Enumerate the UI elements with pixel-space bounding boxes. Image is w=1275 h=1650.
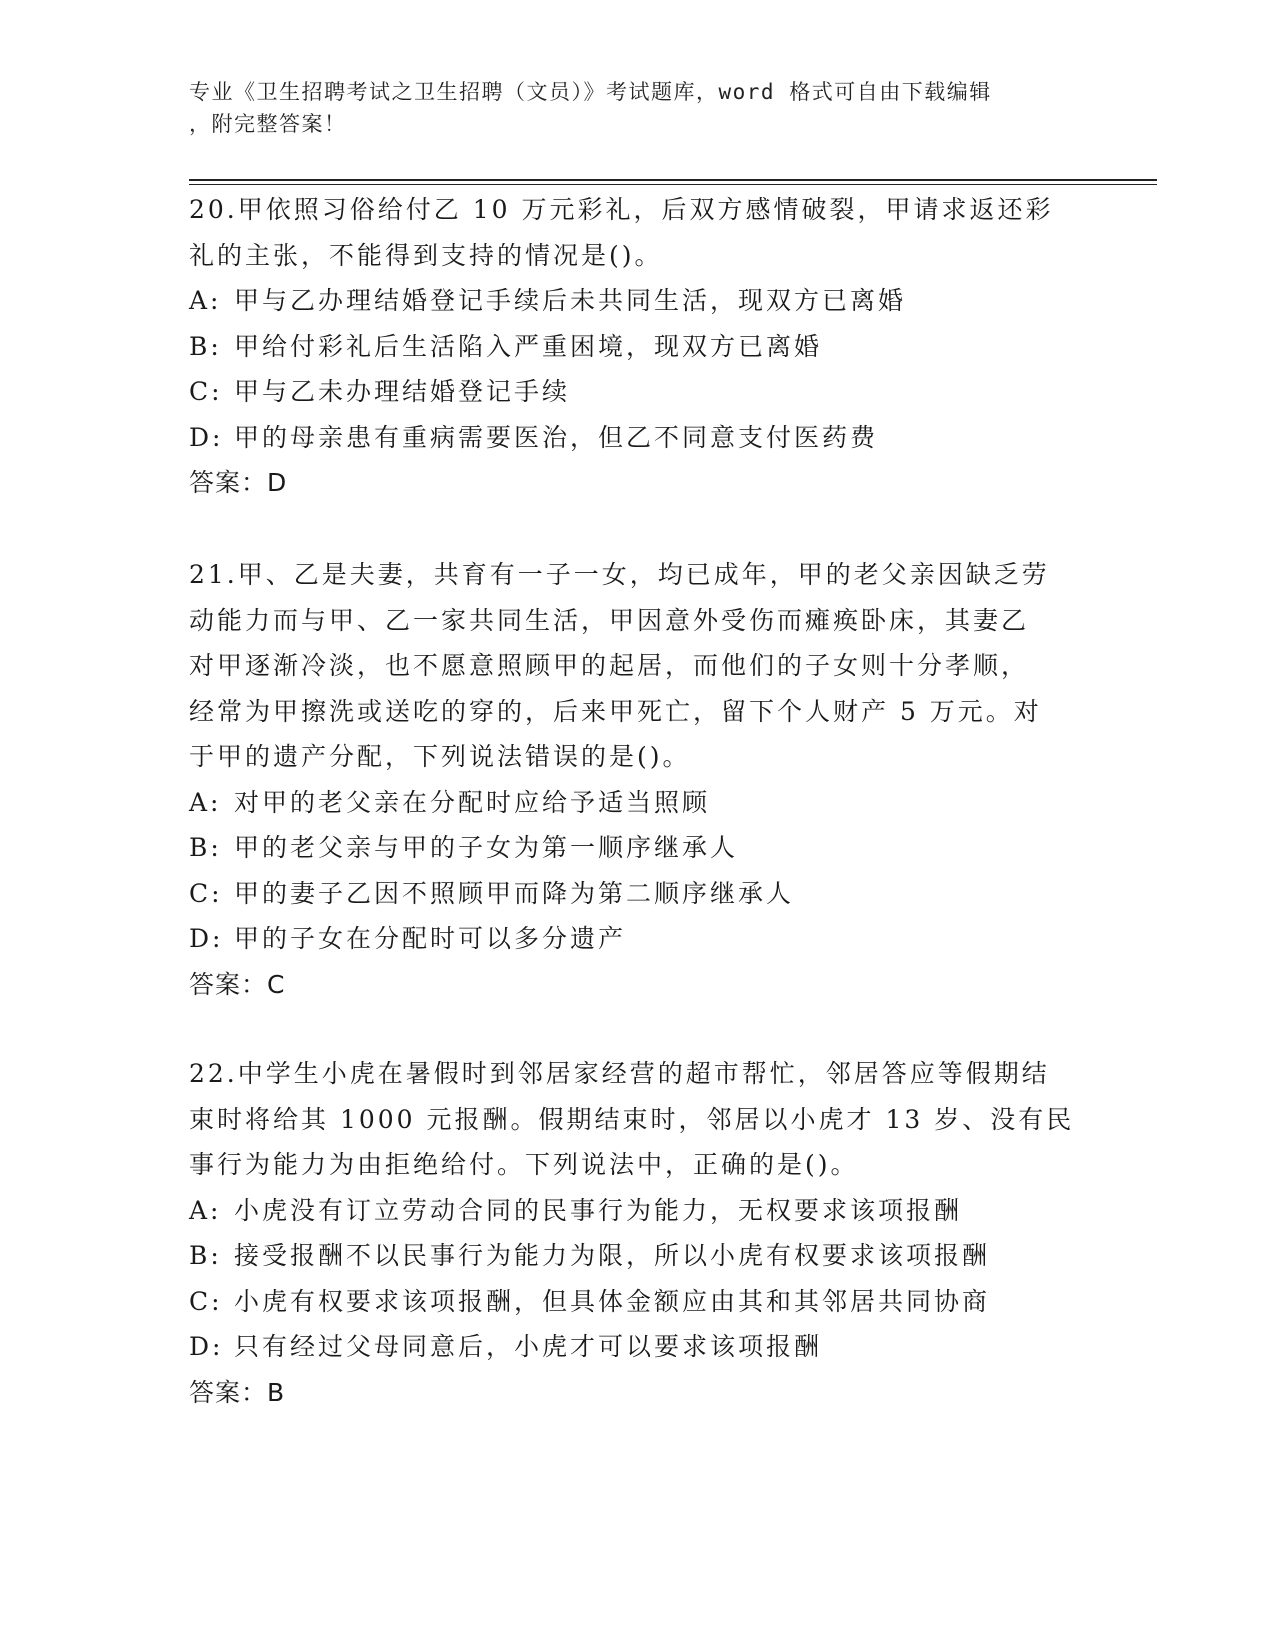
option-key: C:	[189, 1286, 223, 1316]
option-key: D:	[189, 924, 224, 953]
option-text: 甲给付彩礼后生活陷入严重困境，现双方已离婚	[234, 331, 823, 361]
question-21	[189, 552, 1089, 1007]
option-c	[189, 369, 1089, 415]
option-key: B:	[189, 833, 222, 862]
header-title-line-1: 专业《卫生招聘考试之卫生招聘（文员）》考试题库，word 格式可自由下载编辑	[189, 80, 992, 104]
question-stem-line: 22.中学生小虎在暑假时到邻居家经营的超市帮忙，邻居答应等假期结	[189, 1059, 1050, 1088]
question-stem-line: 经常为甲擦洗或送吃的穿的，后来甲死亡，留下个人财产 5 万元。对	[189, 696, 1042, 726]
option-a	[189, 780, 1089, 826]
answer-label: 答案：C	[189, 969, 286, 999]
answer-label: 答案：D	[189, 468, 288, 497]
question-stem-line: 礼的主张，不能得到支持的情况是()。	[189, 240, 663, 270]
option-text: 甲的老父亲与甲的子女为第一顺序继承人	[234, 833, 739, 862]
option-d	[189, 916, 1089, 962]
option-key: C:	[189, 377, 223, 406]
header-title-line-2: ，附完整答案！	[189, 112, 347, 136]
question-stem-line: 事行为能力为由拒绝给付。下列说法中，正确的是()。	[189, 1150, 859, 1179]
option-key: A:	[189, 1195, 222, 1225]
question-stem-line: 动能力而与甲、乙一家共同生活，甲因意外受伤而瘫痪卧床，其妻乙	[189, 605, 1030, 635]
option-text: 甲的母亲患有重病需要医治，但乙不同意支付医药费	[234, 422, 879, 452]
option-key: A:	[189, 286, 222, 315]
option-text: 小虎有权要求该项报酬，但具体金额应由其和其邻居共同协商	[234, 1286, 991, 1316]
option-key: B:	[189, 1241, 222, 1270]
option-key: D:	[189, 422, 224, 452]
option-text: 对甲的老父亲在分配时应给予适当照顾	[234, 787, 711, 817]
option-text: 甲的妻子乙因不照顾甲而降为第二顺序继承人	[234, 878, 795, 908]
question-20	[189, 187, 1089, 506]
option-text: 甲与乙未办理结婚登记手续	[234, 377, 571, 406]
option-b	[189, 324, 1089, 370]
option-a	[189, 278, 1089, 324]
option-a	[189, 1188, 1089, 1234]
option-d	[189, 1324, 1089, 1370]
option-key: C:	[189, 878, 223, 908]
question-stem-line: 束时将给其 1000 元报酬。假期结束时，邻居以小虎才 13 岁、没有民	[189, 1104, 1075, 1134]
document-header	[189, 76, 1069, 140]
option-c	[189, 1279, 1089, 1325]
question-stem-line: 21.甲、乙是夫妻，共育有一子一女，均已成年，甲的老父亲因缺乏劳	[189, 560, 1050, 589]
option-text: 只有经过父母同意后，小虎才可以要求该项报酬	[234, 1332, 823, 1361]
question-stem-line: 于甲的遗产分配，下列说法错误的是()。	[189, 742, 691, 771]
answer-label: 答案：B	[189, 1377, 286, 1407]
option-text: 甲与乙办理结婚登记手续后未共同生活，现双方已离婚	[234, 286, 907, 315]
option-d	[189, 415, 1089, 461]
option-key: B:	[189, 331, 222, 361]
option-c	[189, 871, 1089, 917]
option-key: D:	[189, 1332, 224, 1361]
question-22	[189, 1051, 1089, 1415]
option-text: 小虎没有订立劳动合同的民事行为能力，无权要求该项报酬	[234, 1195, 963, 1225]
header-divider-thick	[189, 179, 1157, 181]
question-stem-line: 对甲逐渐冷淡，也不愿意照顾甲的起居，而他们的子女则十分孝顺，	[189, 651, 1030, 680]
question-stem-line: 20.甲依照习俗给付乙 10 万元彩礼，后双方感情破裂，甲请求返还彩	[189, 195, 1054, 224]
option-b	[189, 825, 1089, 871]
option-text: 接受报酬不以民事行为能力为限，所以小虎有权要求该项报酬	[234, 1241, 991, 1270]
option-key: A:	[189, 787, 222, 817]
option-b	[189, 1233, 1089, 1279]
option-text: 甲的子女在分配时可以多分遗产	[234, 924, 627, 953]
header-divider-thin	[189, 184, 1157, 185]
